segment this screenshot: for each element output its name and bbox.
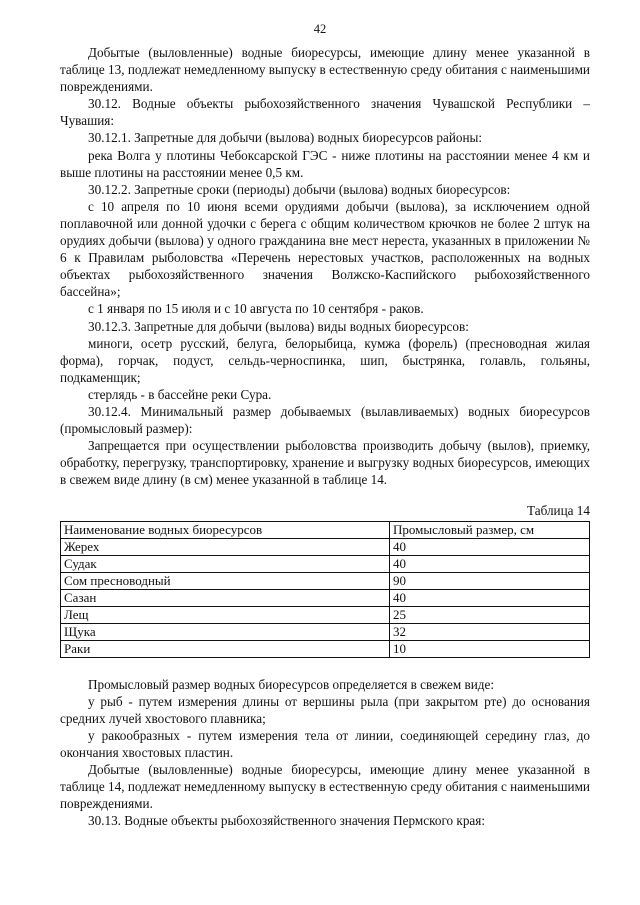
table-row (61, 555, 590, 572)
catch-size-table (60, 521, 590, 658)
paragraph: 30.12.2. Запретные сроки (периоды) добычи (вылова) водных биоресурсов: (88, 181, 511, 197)
paragraph: река Волга у плотины Чебоксарской ГЭС - ниже плотины на расстоянии менее 4 км и выше плотины на расстоянии менее 0,5 км. (60, 147, 590, 180)
paragraph: 30.12.1. Запретные для добычи (вылова) водных биоресурсов районы: (88, 130, 483, 146)
species-name-cell: Лещ (61, 606, 390, 623)
catch-size-cell: 40 (390, 555, 590, 572)
paragraph: 30.12.4. Минимальный размер добываемых (вылавливаемых) водных биоресурсов (промысловый размер): (60, 403, 590, 437)
table-row (61, 606, 590, 623)
catch-size-cell: 25 (390, 606, 590, 623)
species-name-cell: Щука (61, 623, 390, 640)
paragraph: с 10 апреля по 10 июня всеми орудиями добычи (вылова), за исключением одной поплавочной или донной удочки с берега с общим количеством крючков не более 2 штук на орудиях добычи (вылова) у одного гражданина вне мест нереста, указанных в приложении № 6 к Правилам рыболовства «Перечень нерестовых участков, расположенных на водных объектах рыбохозяйственного значения Волжско-Каспийского рыбохозяйственного бассейна»; (60, 198, 590, 300)
page-number: 42 (313, 22, 327, 36)
species-name-cell: Сазан (61, 589, 390, 606)
table-row (61, 538, 590, 555)
table-row (61, 640, 590, 657)
catch-size-cell: 32 (390, 623, 590, 640)
text-block-top (60, 44, 590, 488)
table-header-row (61, 521, 590, 538)
table-row (61, 623, 590, 640)
paragraph: Добытые (выловленные) водные биоресурсы, имеющие длину менее указанной в таблице 14, подлежат немедленному выпуску в естественную среду обитания с наименьшими повреждениями. (60, 762, 590, 812)
paragraph: Добытые (выловленные) водные биоресурсы, имеющие длину менее указанной в таблице 13, подлежат немедленному выпуску в естественную среду обитания с наименьшими повреждениями. (60, 45, 590, 95)
table-row (61, 589, 590, 606)
table-body (61, 538, 590, 657)
text-block-bottom (60, 676, 590, 830)
species-name-cell: Жерех (61, 538, 390, 555)
species-name-cell: Раки (61, 640, 390, 657)
table-header-name: Наименование водных биоресурсов (61, 521, 390, 538)
table-header-size: Промысловый размер, см (390, 521, 590, 538)
paragraph: у рыб - путем измерения длины от вершины рыла (при закрытом рте) до основания средних лучей хвостового плавника; (60, 693, 590, 726)
paragraph: Промысловый размер водных биоресурсов определяется в свежем виде: (88, 676, 494, 692)
table-caption: Таблица 14 (527, 503, 590, 519)
paragraph: стерлядь - в бассейне реки Сура. (88, 386, 272, 402)
paragraph: 30.12. Водные объекты рыбохозяйственного значения Чувашской Республики – Чувашия: (60, 96, 590, 129)
species-name-cell: Судак (61, 555, 390, 572)
table-row (61, 572, 590, 589)
paragraph: Запрещается при осуществлении рыболовства производить добычу (вылов), приемку, обработку, перегрузку, транспортировку, хранение и выгрузку водных биоресурсов, имеющих в свежем виде длину (в см) менее указанной в таблице 14. (60, 438, 590, 488)
catch-size-cell: 10 (390, 640, 590, 657)
catch-size-cell: 40 (390, 589, 590, 606)
catch-size-cell: 90 (390, 572, 590, 589)
paragraph: 30.13. Водные объекты рыбохозяйственного значения Пермского края: (88, 813, 486, 829)
species-name-cell: Сом пресноводный (61, 572, 390, 589)
catch-size-cell: 40 (390, 538, 590, 555)
paragraph: 30.12.3. Запретные для добычи (вылова) виды водных биоресурсов: (88, 318, 469, 334)
paragraph: у ракообразных - путем измерения тела от линии, соединяющей середину глаз, до окончания хвостовых пластин. (60, 727, 590, 760)
document-body (60, 44, 590, 829)
paragraph: с 1 января по 15 июля и с 10 августа по 10 сентября - раков. (88, 301, 424, 317)
paragraph: миноги, осетр русский, белуга, белорыбица, кумжа (форель) (пресноводная жилая форма), горчак, подуст, сельдь-черноспинка, шип, быстрянка, голавль, гольяны, подкаменщик; (60, 335, 590, 385)
